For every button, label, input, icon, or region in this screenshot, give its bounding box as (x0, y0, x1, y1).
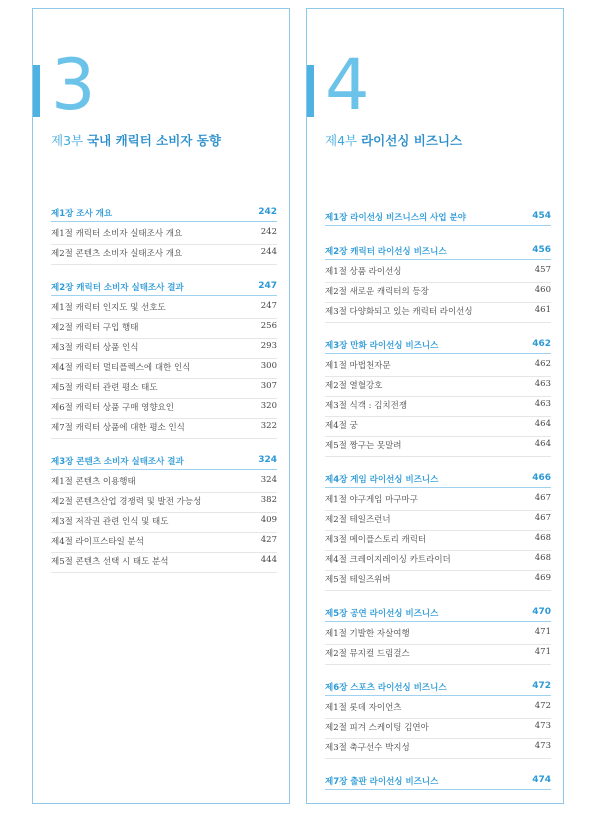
section-row[interactable] (325, 437, 551, 457)
section-row[interactable] (325, 625, 551, 645)
chapter-page: 242 (258, 207, 277, 217)
section-row[interactable] (51, 513, 277, 533)
section-page: 464 (534, 419, 551, 429)
section-page: 247 (260, 301, 277, 311)
section-title: 제1절 콘텐츠 이용행태 (51, 477, 136, 487)
section-page: 256 (260, 321, 277, 331)
section-title: 제3절 다양화되고 있는 캐릭터 라이선싱 (325, 307, 473, 317)
part4-toc (325, 211, 551, 793)
section-row[interactable] (325, 491, 551, 511)
section-row[interactable] (51, 245, 277, 265)
part4-label: 제4부 (325, 133, 358, 148)
section-title: 제3절 저작권 관련 인식 및 태도 (51, 517, 169, 527)
chapter-row[interactable] (51, 207, 277, 225)
section-page: 382 (260, 495, 277, 505)
chapter-row[interactable] (325, 473, 551, 491)
section-title: 제3절 캐릭터 상품 인식 (51, 343, 139, 353)
chapter-title: 제4장 게임 라이선싱 비즈니스 (325, 475, 439, 485)
section-page: 463 (534, 399, 551, 409)
chapter-row[interactable] (325, 211, 551, 229)
section-row[interactable] (325, 739, 551, 759)
section-page: 462 (534, 359, 551, 369)
chapter-page: 466 (532, 473, 551, 483)
section-row[interactable] (51, 225, 277, 245)
chapter-title: 제2장 캐릭터 소비자 실태조사 결과 (51, 283, 184, 293)
section-row[interactable] (51, 553, 277, 573)
chapter-row[interactable] (51, 281, 277, 299)
section-row[interactable] (51, 473, 277, 493)
section-row[interactable] (51, 299, 277, 319)
chapter-row[interactable] (325, 607, 551, 625)
section-row[interactable] (51, 493, 277, 513)
chapter-gap (325, 591, 551, 607)
section-row[interactable] (325, 263, 551, 283)
chapter-row[interactable] (325, 681, 551, 699)
section-page: 471 (534, 647, 551, 657)
part4-panel (306, 8, 564, 804)
section-title: 제3절 메이플스토리 캐릭터 (325, 535, 427, 545)
section-page: 460 (534, 285, 551, 295)
section-page: 444 (260, 555, 277, 565)
chapter-page: 474 (532, 775, 551, 785)
section-page: 464 (534, 439, 551, 449)
section-page: 463 (534, 379, 551, 389)
section-page: 473 (534, 741, 551, 751)
chapter-divider (325, 695, 551, 696)
chapter-title: 제7장 출판 라이선싱 비즈니스 (325, 777, 439, 787)
section-page: 472 (534, 701, 551, 711)
part4-name: 라이선싱 비즈니스 (361, 133, 463, 148)
section-page: 242 (260, 227, 277, 237)
section-row[interactable] (325, 357, 551, 377)
section-title: 제5절 콘텐츠 선택 시 태도 분석 (51, 557, 169, 567)
chapter-title: 제3장 만화 라이선싱 비즈니스 (325, 341, 439, 351)
section-page: 307 (260, 381, 277, 391)
section-row[interactable] (325, 719, 551, 739)
section-title: 제1절 상품 라이선싱 (325, 267, 402, 277)
section-row[interactable] (51, 359, 277, 379)
section-row[interactable] (325, 417, 551, 437)
section-page: 457 (534, 265, 551, 275)
section-row[interactable] (325, 699, 551, 719)
section-row[interactable] (325, 303, 551, 323)
part3-title (51, 131, 221, 149)
chapter-gap (325, 665, 551, 681)
chapter-divider (325, 789, 551, 790)
chapter-divider (325, 225, 551, 226)
chapter-page: 456 (532, 245, 551, 255)
part4-number: 4 (325, 44, 370, 126)
chapter-divider (51, 469, 277, 470)
part3-panel (32, 8, 290, 804)
chapter-divider (51, 295, 277, 296)
part3-number: 3 (51, 44, 96, 126)
section-title: 제2절 열혈강호 (325, 381, 383, 391)
section-title: 제2절 새로운 캐릭터의 등장 (325, 287, 429, 297)
section-page: 469 (534, 573, 551, 583)
chapter-page: 472 (532, 681, 551, 691)
section-title: 제2절 테일즈런너 (325, 515, 391, 525)
chapter-gap (325, 759, 551, 775)
section-page: 322 (260, 421, 277, 431)
section-page: 324 (260, 475, 277, 485)
section-page: 471 (534, 627, 551, 637)
chapter-page: 324 (258, 455, 277, 465)
chapter-title: 제1장 라이선싱 비즈니스의 사업 분야 (325, 213, 466, 223)
section-page: 467 (534, 513, 551, 523)
chapter-divider (325, 259, 551, 260)
section-page: 427 (260, 535, 277, 545)
section-page: 467 (534, 493, 551, 503)
section-title: 제2절 콘텐츠 소비자 실태조사 개요 (51, 249, 183, 259)
section-page: 409 (260, 515, 277, 525)
section-page: 300 (260, 361, 277, 371)
section-row[interactable] (51, 339, 277, 359)
section-row[interactable] (51, 399, 277, 419)
section-title: 제1절 야구게임 마구마구 (325, 495, 418, 505)
section-title: 제6절 캐릭터 상품 구매 영향요인 (51, 403, 174, 413)
section-title: 제4절 캐릭터 멀티플렉스에 대한 인식 (51, 363, 191, 373)
section-row[interactable] (51, 379, 277, 399)
section-row[interactable] (325, 283, 551, 303)
part3-toc (51, 207, 277, 573)
section-title: 제5절 테일즈위버 (325, 575, 391, 585)
section-title: 제1절 마법천자문 (325, 361, 391, 371)
chapter-divider (325, 353, 551, 354)
section-row[interactable] (325, 531, 551, 551)
section-title: 제4절 라이프스타일 분석 (51, 537, 144, 547)
section-title: 제4절 궁 (325, 421, 358, 431)
section-title: 제1절 기발한 자살여행 (325, 629, 410, 639)
chapter-divider (325, 487, 551, 488)
chapter-gap (325, 323, 551, 339)
chapter-page: 247 (258, 281, 277, 291)
chapter-page: 462 (532, 339, 551, 349)
chapter-title: 제5장 공연 라이선싱 비즈니스 (325, 609, 439, 619)
section-title: 제7절 캐릭터 상품에 대한 평소 인식 (51, 423, 185, 433)
section-title: 제5절 짱구는 못말려 (325, 441, 402, 451)
chapter-row[interactable] (325, 775, 551, 793)
section-title: 제1절 캐릭터 소비자 실태조사 개요 (51, 229, 183, 239)
chapter-row[interactable] (51, 455, 277, 473)
chapter-row[interactable] (325, 339, 551, 357)
section-page: 293 (260, 341, 277, 351)
chapter-page: 454 (532, 211, 551, 221)
section-row[interactable] (325, 645, 551, 665)
chapter-divider (51, 221, 277, 222)
chapter-title: 제3장 콘텐츠 소비자 실태조사 결과 (51, 457, 184, 467)
section-title: 제4절 크레이지레이싱 카트라이더 (325, 555, 451, 565)
section-row[interactable] (325, 551, 551, 571)
section-page: 468 (534, 553, 551, 563)
chapter-row[interactable] (325, 245, 551, 263)
section-title: 제2절 뮤지컬 드림걸스 (325, 649, 410, 659)
part4-accent-bar (307, 65, 314, 117)
section-title: 제3절 축구선수 박지성 (325, 743, 410, 753)
chapter-gap (51, 439, 277, 455)
section-row[interactable] (325, 571, 551, 591)
section-title: 제2절 캐릭터 구입 행태 (51, 323, 139, 333)
chapter-gap (325, 457, 551, 473)
part3-label: 제3부 (51, 133, 84, 148)
section-title: 제1절 롯데 자이언츠 (325, 703, 402, 713)
section-row[interactable] (51, 419, 277, 439)
section-page: 473 (534, 721, 551, 731)
chapter-gap (51, 265, 277, 281)
section-row[interactable] (325, 397, 551, 417)
section-page: 461 (534, 305, 551, 315)
chapter-gap (325, 229, 551, 245)
chapter-divider (325, 621, 551, 622)
section-page: 244 (260, 247, 277, 257)
section-page: 468 (534, 533, 551, 543)
chapter-title: 제1장 조사 개요 (51, 209, 113, 219)
section-title: 제3절 식객 : 김치전쟁 (325, 401, 408, 411)
section-title: 제2절 콘텐츠산업 경쟁력 및 발전 가능성 (51, 497, 202, 507)
section-title: 제2절 피겨 스케이팅 김연아 (325, 723, 429, 733)
section-title: 제5절 캐릭터 관련 평소 태도 (51, 383, 158, 393)
chapter-title: 제2장 캐릭터 라이선싱 비즈니스 (325, 247, 447, 257)
section-row[interactable] (51, 533, 277, 553)
chapter-title: 제6장 스포츠 라이선싱 비즈니스 (325, 683, 447, 693)
section-row[interactable] (325, 511, 551, 531)
part3-accent-bar (33, 65, 40, 117)
section-row[interactable] (325, 377, 551, 397)
part3-name: 국내 캐릭터 소비자 동향 (87, 133, 221, 148)
section-row[interactable] (51, 319, 277, 339)
section-title: 제1절 캐릭터 인지도 및 선호도 (51, 303, 166, 313)
section-page: 320 (260, 401, 277, 411)
part4-title (325, 131, 462, 149)
chapter-page: 470 (532, 607, 551, 617)
